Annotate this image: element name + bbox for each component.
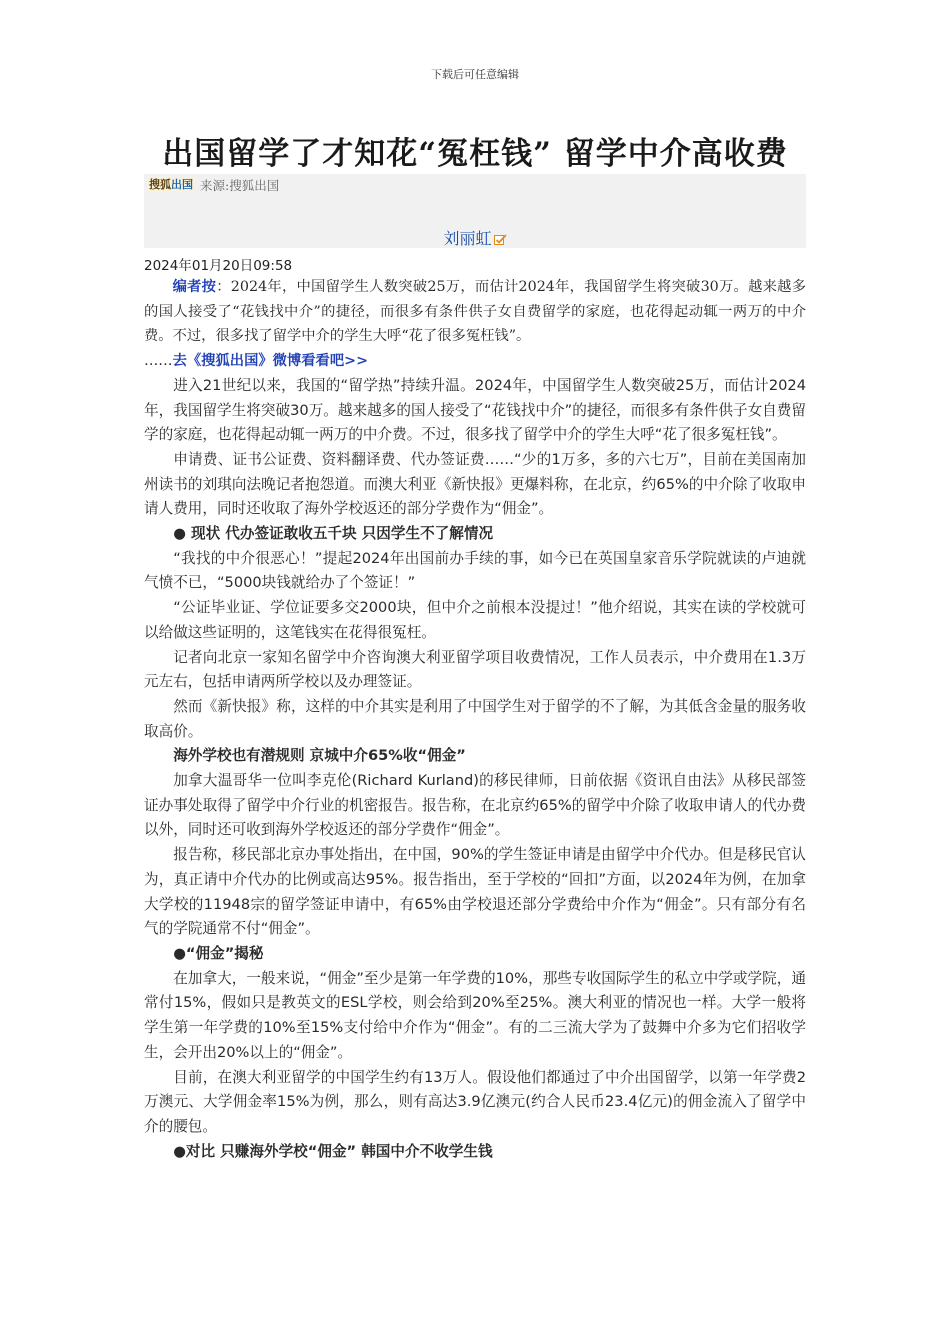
paragraph: “公证毕业证、学位证要多交2000块，但中介之前根本没提过！”他介绍说，其实在读的学校就可以给做这些证明的，这笔钱实在花得很冤枉。	[144, 599, 806, 641]
article-title: 出国留学了才知花“冤枉钱” 留学中介高收费	[162, 136, 788, 172]
section-heading: 海外学校也有潜规则 京城中介65%收“佣金”	[173, 747, 466, 765]
editor-note	[144, 275, 806, 374]
editor-note-ellipsis: ……	[144, 353, 173, 370]
header-note: 下载后可任意编辑	[431, 68, 519, 81]
source-label: 来源:搜狐出国	[200, 178, 280, 193]
section-heading: ●“佣金”揭秘	[173, 944, 264, 962]
paragraph: 记者向北京一家知名留学中介咨询澳大利亚留学项目收费情况，工作人员表示，中介费用在1.3万元左右，包括申请两所学校以及办理签证。	[144, 648, 806, 691]
paragraph: 在加拿大，一般来说，“佣金”至少是第一年学费的10%，那些专收国际学生的私立中学或学院，通常付15%，假如只是教英文的ESL学校，则会给到20%至25%。澳大利亚的情况也一样。大学一般将学生第一年学费的10%至15%支付给中介作为“佣金”。有的二三流大学为了鼓舞中介多为它们招收学生，会开出20%以上的“佣金”。	[144, 969, 806, 1061]
publish-date: 2024年01月20日09:58	[144, 258, 293, 274]
paragraph: 加拿大温哥华一位叫李克伦(Richard Kurland)的移民律师，日前依据《资讯自由法》从移民部签证办事处取得了留学中介行业的机密报告。报告称，在北京约65%的留学中介除了收取申请人的代办费以外，同时还可收到海外学校返还的部分学费作“佣金”。	[144, 772, 806, 839]
paragraph: 然而《新快报》称，这样的中介其实是利用了中国学生对于留学的不了解，为其低含金量的服务收取高价。	[144, 697, 806, 740]
paragraph: 报告称，移民部北京办事处指出，在中国，90%的学生签证申请是由留学中介代办。但是移民官认为，真正请中介代办的比例或高达95%。报告指出，至于学校的“回扣”方面，以2024年为例，在加拿大学校的11948宗的留学签证申请中，有65%由学校退还部分学费给中介作为“佣金”。只有部分有名气的学院通常不付“佣金”。	[144, 846, 806, 938]
source-box	[144, 174, 806, 248]
author-name[interactable]: 刘丽虹	[443, 229, 492, 248]
weibo-link[interactable]: 去《搜狐出国》微博看看吧>>	[172, 353, 369, 370]
paragraph: “我找的中介很恶心！”提起2024年出国前办手续的事，如今已在英国皇家音乐学院就读的卢迪就气愤不已，“5000块钱就给办了个签证！”	[144, 549, 806, 592]
section-heading: ●对比 只赚海外学校“佣金” 韩国中介不收学生钱	[173, 1142, 493, 1160]
paragraph: 进入21世纪以来，我国的“留学热”持续升温。2024年，中国留学生人数突破25万，而估计2024年，我国留学生将突破30万。越来越多的国人接受了“花钱找中介”的捷径，而很多有条件供子女自费留学的家庭，也花得起动辄一两万的中介费。不过，很多找了留学中介的学生大呼“花了很多冤枉钱”。	[144, 376, 806, 444]
editor-note-label: 编者按	[172, 279, 217, 295]
author-row	[144, 226, 806, 249]
paragraph: 申请费、证书公证费、资料翻译费、代办签证费……“少的1万多，多的六七万”，目前在美国南加州读书的刘琪向法晚记者抱怨道。而澳大利亚《新快报》更爆料称，在北京，约65%的中介除了收取申请人费用，同时还收取了海外学校返还的部分学费作为“佣金”。	[144, 450, 806, 518]
sohu-logo[interactable]: 搜狐出国	[149, 178, 193, 191]
paragraph: 目前，在澳大利亚留学的中国学生约有13万人。假设他们都通过了中介出国留学，以第一年学费2万澳元、大学佣金率15%为例，那么，则有高达3.9亿澳元(约合人民币23.4亿元)的佣金流入了留学中介的腰包。	[144, 1068, 806, 1135]
section-heading: ● 现状 代办签证敢收五千块 只因学生不了解情况	[173, 525, 494, 543]
verified-badge-icon	[494, 234, 507, 245]
editor-note-text: ：2024年，中国留学生人数突破25万，而估计2024年，我国留学生将突破30万。越来越多的国人接受了“花钱找中介”的捷径，而很多有条件供子女自费留学的家庭，也花得起动辄一两万的中介费。不过，很多找了留学中介的学生大呼“花了很多冤枉钱”。	[144, 279, 807, 345]
article-body	[144, 275, 806, 1164]
